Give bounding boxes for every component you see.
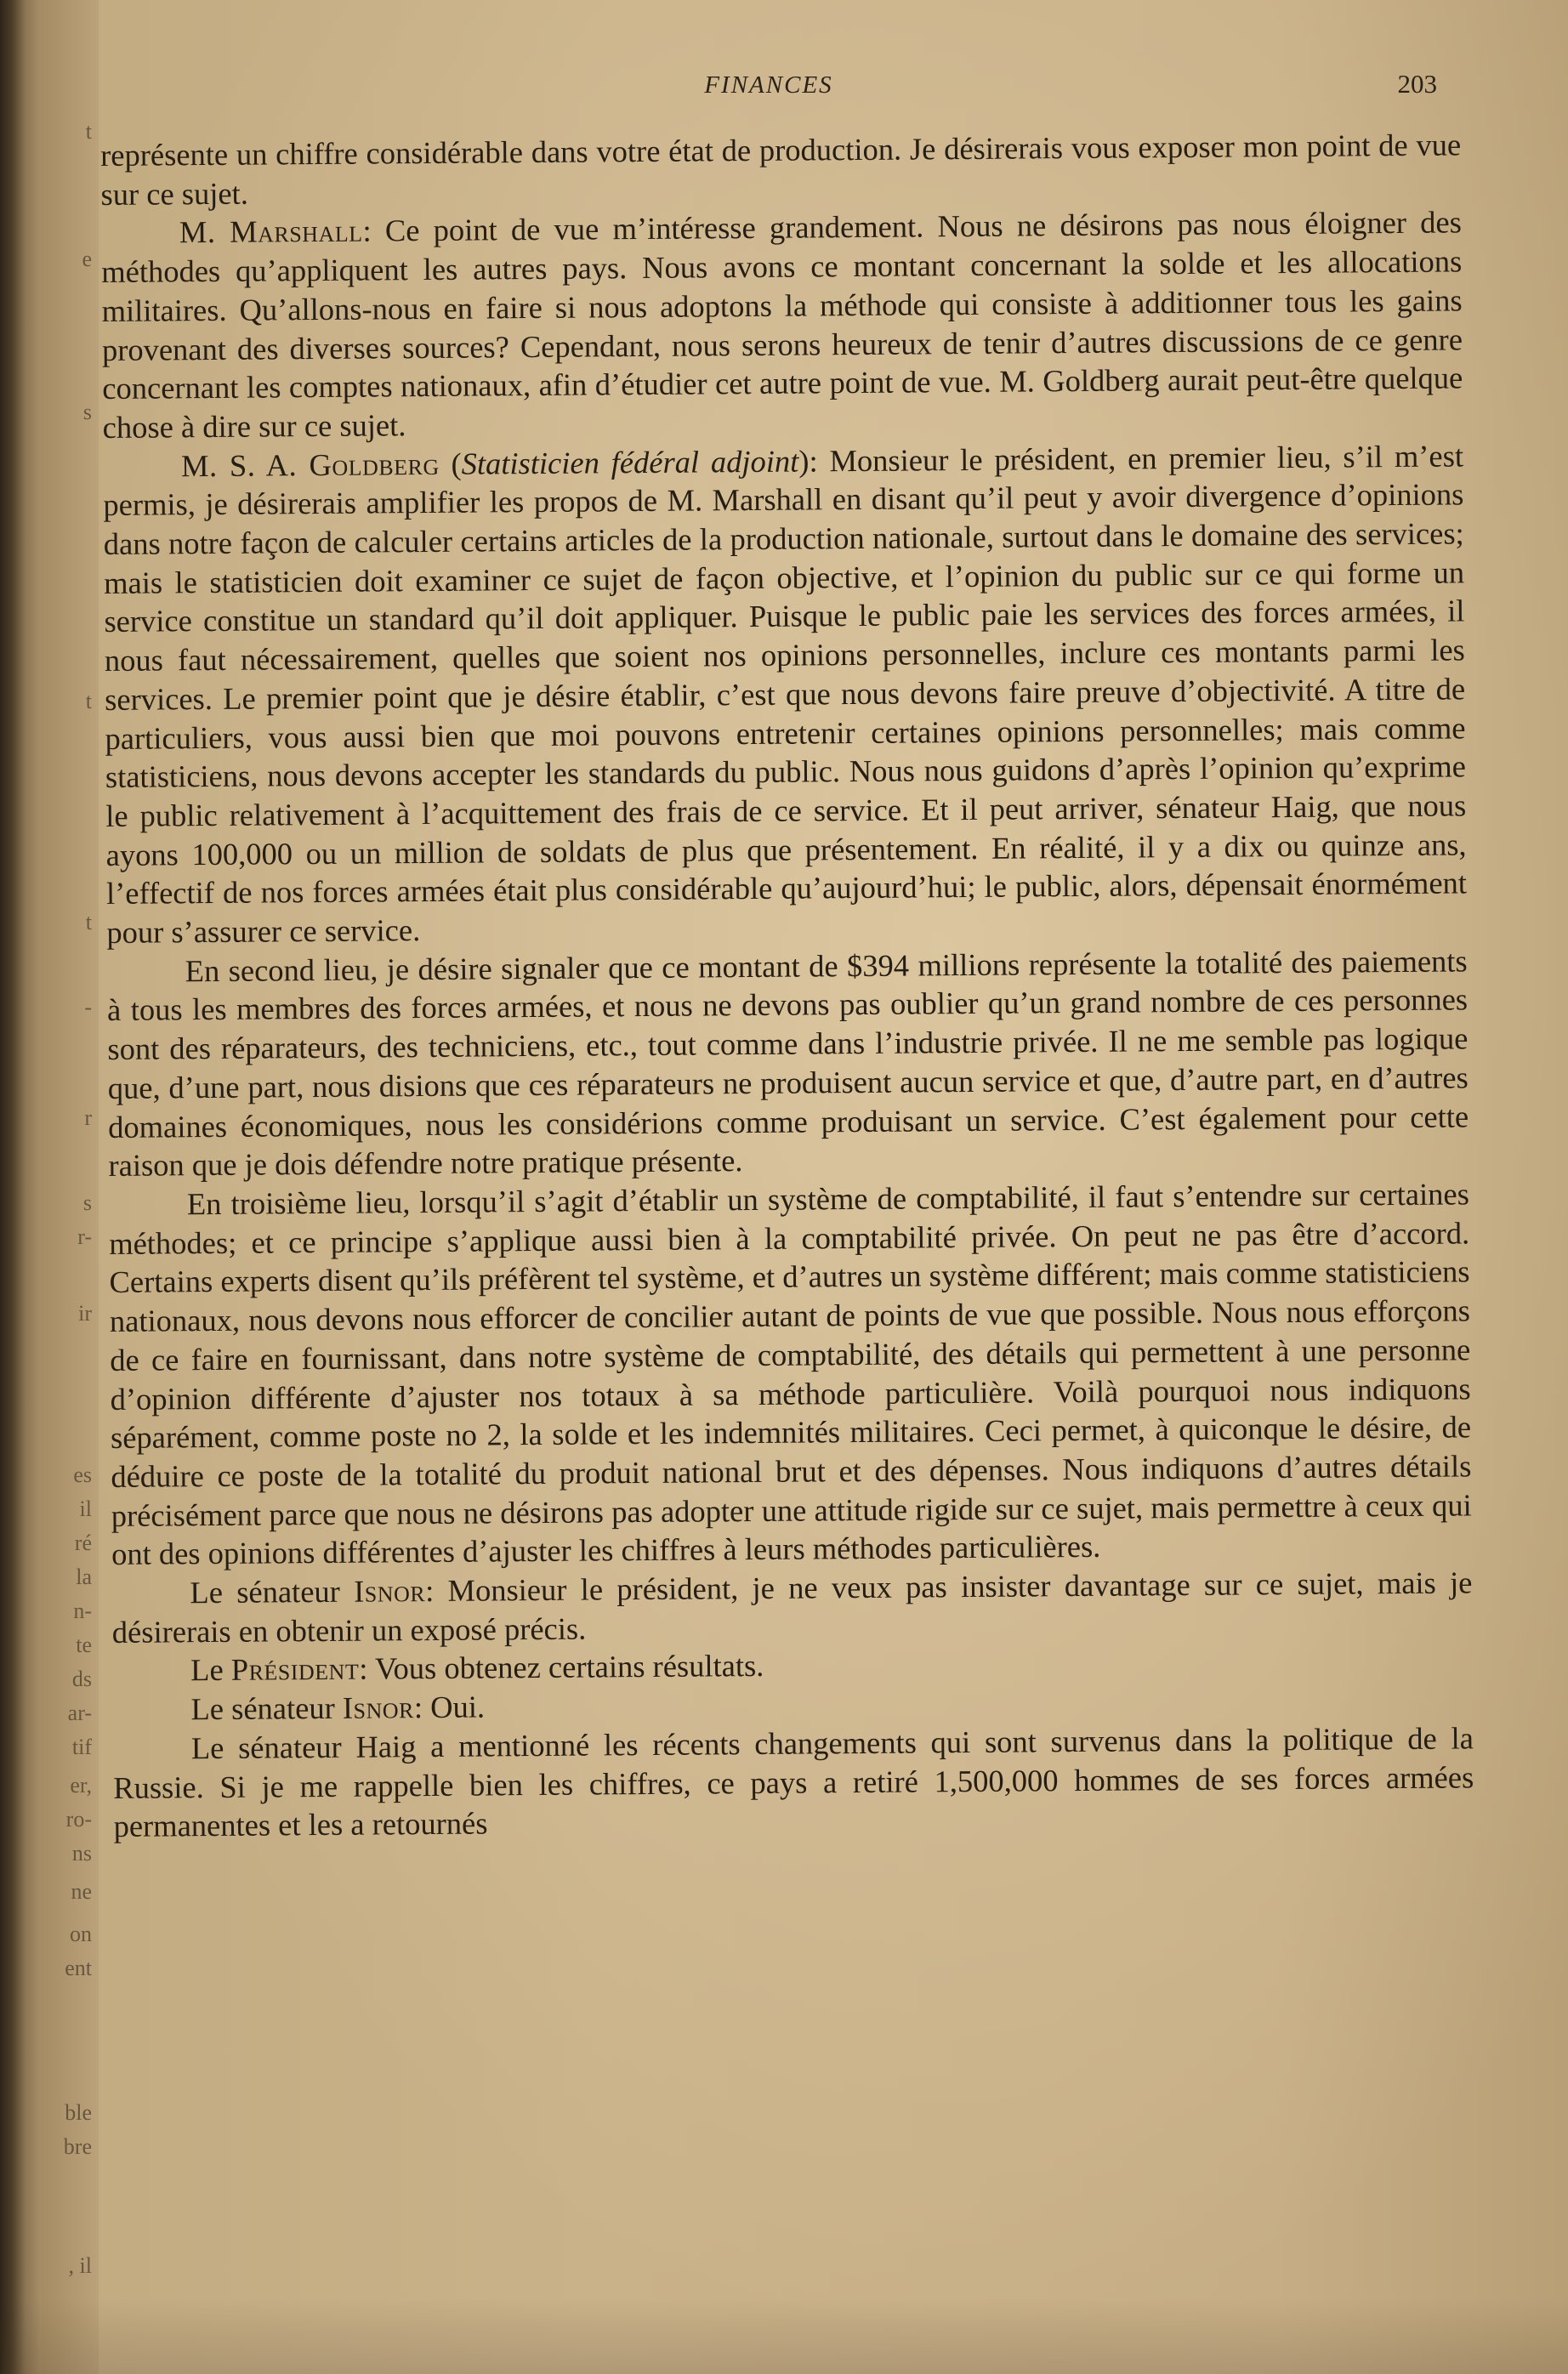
neighbor-fragment: ir <box>78 1301 92 1326</box>
paragraph-text: représente un chiffre considérable dans votre état de production. Je désirerais vous exposer mon point de vue sur ce sujet. <box>100 127 1462 212</box>
neighbor-fragment: ne <box>71 1879 92 1904</box>
speaker-title: Statisticien fédéral adjoint <box>461 443 799 481</box>
neighbor-fragment: ro- <box>65 1807 92 1832</box>
neighbor-fragment: ns <box>71 1841 92 1866</box>
neighbor-fragment: tif <box>71 1735 92 1759</box>
neighbor-fragment: er, <box>70 1773 92 1798</box>
neighbor-fragment: ré <box>74 1531 92 1555</box>
speaker-name-text: Le sénateur Isnor <box>190 1573 426 1610</box>
neighbor-fragment: t <box>85 119 92 144</box>
paragraph-text: : Monsieur le président, je ne veux pas insister davantage sur ce sujet, mais je désirerais en obtenir un exposé précis. <box>111 1565 1473 1650</box>
paragraph-goldberg-third <box>109 1174 1473 1574</box>
neighbor-page-edge <box>46 0 95 2374</box>
speaker-title-open: ( <box>439 446 462 481</box>
speaker-name <box>190 1573 425 1610</box>
neighbor-fragment: r <box>84 1105 92 1130</box>
running-head: FINANCES <box>704 71 833 99</box>
book-spine-shadow <box>0 0 41 2374</box>
paragraph-goldberg-second <box>107 941 1469 1185</box>
neighbor-fragment: ds <box>71 1667 92 1691</box>
neighbor-fragment: ent <box>65 1956 92 1980</box>
paragraph-goldberg <box>103 436 1468 952</box>
paragraph-text: En troisième lieu, lorsqu’il s’agit d’établir un système de comptabilité, il faut s’entendre sur certaines méthodes; et ce principe s’applique aussi bien à la comptabilité privée. On peut ne pas être d’accord. Certains experts disent qu’ils préfèrent tel système, et d’autres un système différent; mais comme statisticiens nationaux, nous devons nous efforcer de concilier autant de points de vue que possible. Nous nous efforçons de ce faire en fournissant, dans notre système de comptabilité, des détails qui permettent à une personne d’opinion différente d’ajuster nos totaux à sa méthode particulière. Voilà pourquoi nous indiquons séparément, comme poste no 2, la solde et les indemnités militaires. Ceci permet, à quiconque le désire, de déduire ce poste de la totalité du produit national brut et des dépenses. Nous indiquons d’autres détails précisément parce que nous ne désirons pas adopter une attitude rigide sur ce sujet, mais permettre à ceux qui ont des opinions différentes d’ajuster les chiffres à leurs méthodes particulières. <box>109 1176 1472 1572</box>
paragraph-text: : Monsieur le président, en premier lieu, s’il m’est permis, je désirerais amplifier les propos de M. Marshall en disant qu’il peut y avoir divergence d’opinions dans notre façon de calculer certains articles de la production nationale, surtout dans le domaine des services; mais le statisticien doit examiner ce sujet de façon objective, et l’opinion du public sur ce qui forme un service constitue un standard qu’il doit appliquer. Puisque le public paie les services des forces armées, il nous faut nécessairement, quelles que soient nos opinions personnelles, inclure ces montants parmi les services. Le premier point que je désire établir, c’est que nous devons faire preuve d’objectivité. A titre de particuliers, vous aussi bien que moi pouvons entretenir certaines opinions personnelles; mais comme statisticiens, nous devons accepter les standards du public. Nous nous guidons d’après l’opinion qu’exprime le public relativement à l’acquittement des frais de ce service. Et il peut arriver, sénateur Haig, que nous ayons 100,000 ou un million de soldats de plus que présentement. En réalité, il y a dix ou quinze ans, l’effectif de nos forces armées était plus considérable qu’aujourd’hui; le public, alors, dépensait énormément pour s’assurer ce service. <box>103 438 1468 951</box>
neighbor-fragment: r- <box>77 1224 92 1249</box>
neighbor-fragment: t <box>85 689 92 713</box>
neighbor-fragment: t <box>85 910 92 934</box>
speaker-name: M. Marshall <box>179 213 363 250</box>
paragraph-text: En second lieu, je désire signaler que ce montant de $394 millions représente la totalité des paiements à tous les membres des forces armées, et nous ne devons pas oublier qu’un grand nombre de ces personnes sont des réparateurs, des techniciens, etc., tout comme dans l’industrie privée. Il ne me semble pas logique que, d’une part, nous disions que ces réparateurs ne produisent aucun service et que, d’autre part, en d’autres domaines économiques, nous les considérions comme produisant un service. C’est également pour cette raison que je dois défendre notre pratique présente. <box>106 943 1469 1184</box>
page-header <box>100 71 1437 114</box>
body-text <box>100 125 1474 1845</box>
neighbor-fragment: , il <box>68 2253 92 2278</box>
paragraph-text: Le sénateur Haig a mentionné les récents changements qui sont survenus dans la politique de la Russie. Si je me rappelle bien les chiffres, ce pays a retiré 1,500,000 hommes de ses forces armées permanentes et les a retournés <box>113 1720 1474 1844</box>
neighbor-fragment: s <box>82 1190 92 1215</box>
speaker-name: Le Président <box>190 1651 360 1688</box>
paragraph-marshall <box>101 203 1463 447</box>
speaker-name: Le sénateur Isnor <box>190 1690 415 1727</box>
neighbor-fragment: bre <box>63 2134 92 2159</box>
neighbor-fragment: ar- <box>67 1701 92 1725</box>
page-number: 203 <box>1397 69 1437 99</box>
speaker-name: M. S. A. Goldberg <box>180 446 440 483</box>
paragraph-text: : Ce point de vue m’intéresse grandement. Nous ne désirons pas nous éloigner des méthodes qu’appliquent les autres pays. Nous avons ce montant concernant la solde et les allocations militaires. Qu’allons-nous en faire si nous adoptons la méthode qui consiste à additionner tous les gains provenant des diverses sources? Cependant, nous serons heureux de tenir d’autres discussions de ce genre concernant les comptes nationaux, afin d’étudier cet autre point de vue. M. Goldberg aurait peut-être quelque chose à dire sur ce sujet. <box>101 204 1463 445</box>
neighbor-fragment: s <box>82 400 92 424</box>
speaker-surname: Isnor <box>342 1690 415 1725</box>
bottom-shadow <box>0 2297 1568 2374</box>
paragraph-continuation <box>100 125 1462 213</box>
neighbor-fragment: ble <box>65 2100 92 2125</box>
speaker-surname: Isnor <box>353 1573 426 1609</box>
neighbor-fragment: te <box>76 1633 92 1657</box>
neighbor-fragment: - <box>84 995 92 1019</box>
paragraph-text: : Oui. <box>413 1689 486 1725</box>
paragraph-isnor-continued <box>113 1718 1474 1846</box>
neighbor-fragment: il <box>79 1497 92 1521</box>
neighbor-fragment: on <box>70 1922 92 1946</box>
neighbor-fragment: n- <box>73 1599 92 1623</box>
neighbor-fragment: es <box>73 1462 92 1487</box>
paragraph-text: : Vous obtenez certains résultats. <box>359 1648 764 1687</box>
neighbor-fragment: e <box>82 247 92 271</box>
speaker-title-close: ) <box>798 443 810 479</box>
neighbor-fragment: la <box>76 1565 92 1589</box>
paragraph-isnor <box>111 1563 1473 1651</box>
speaker-surname: Président <box>230 1651 360 1688</box>
